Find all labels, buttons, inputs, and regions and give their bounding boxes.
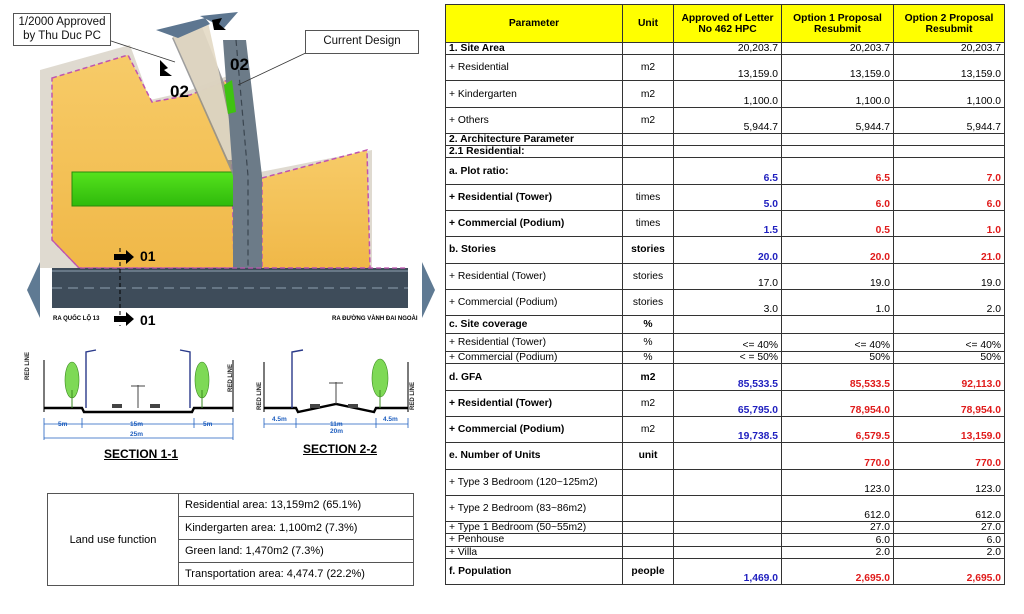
option-1-cell: 612.0	[782, 495, 894, 521]
option-1-cell: 2,695.0	[782, 558, 894, 584]
param-cell: + Kindergarten	[446, 81, 623, 107]
s1-red-line-left-label: RED LINE	[25, 351, 31, 380]
table-row	[446, 237, 1005, 263]
unit-cell: m2	[623, 364, 674, 390]
option-2-cell: 13,159.0	[894, 417, 1005, 443]
table-row	[446, 316, 1005, 334]
approved-cell	[674, 495, 782, 521]
param-cell: a. Plot ratio:	[446, 158, 623, 184]
land-use-residential: Residential area: 13,159m2 (65.1%)	[179, 494, 414, 517]
approved-cell: 5.0	[674, 184, 782, 210]
option-1-cell: 6,579.5	[782, 417, 894, 443]
table-row	[446, 211, 1005, 237]
unit-cell: unit	[623, 443, 674, 469]
param-cell: + Residential (Tower)	[446, 184, 623, 210]
table-row	[446, 534, 1005, 546]
section-2-2-title: SECTION 2-2	[303, 442, 378, 456]
s2-red-line-right-label: RED LINE	[410, 381, 416, 410]
approved-cell	[674, 134, 782, 146]
unit-cell	[623, 495, 674, 521]
unit-cell: m2	[623, 55, 674, 81]
s1-dim-total: 25m	[130, 431, 144, 438]
option-1-cell: 0.5	[782, 211, 894, 237]
option-2-cell	[894, 146, 1005, 158]
table-row	[446, 289, 1005, 315]
option-1-cell: 27.0	[782, 522, 894, 534]
unit-cell: %	[623, 352, 674, 364]
land-use-table	[47, 493, 414, 586]
param-cell: + Commercial (Podium)	[446, 417, 623, 443]
option-1-cell: 2.0	[782, 546, 894, 558]
section-1-1-title: SECTION 1-1	[104, 447, 179, 461]
s2-red-line-left-label: RED LINE	[257, 381, 263, 410]
unit-cell: stories	[623, 237, 674, 263]
unit-cell	[623, 43, 674, 55]
s2-dim-1: 4.5m	[272, 416, 287, 423]
approved-cell: < = 50%	[674, 352, 782, 364]
table-row	[446, 469, 1005, 495]
approved-cell: 85,533.5	[674, 364, 782, 390]
table-row	[446, 417, 1005, 443]
table-row	[446, 443, 1005, 469]
approved-cell: 20,203.7	[674, 43, 782, 55]
unit-cell: %	[623, 334, 674, 352]
param-cell: + Others	[446, 107, 623, 133]
option-1-cell: 78,954.0	[782, 390, 894, 416]
approved-cell: 17.0	[674, 263, 782, 289]
land-use-transportation: Transportation area: 4,474.7 (22.2%)	[179, 563, 414, 586]
header-approved: Approved of Letter No 462 HPC	[674, 5, 782, 43]
approved-cell: 3.0	[674, 289, 782, 315]
option-1-cell: 5,944.7	[782, 107, 894, 133]
road-label-left: RA QUỐC LỘ 13	[53, 316, 100, 322]
option-2-cell: 2.0	[894, 546, 1005, 558]
header-parameter: Parameter	[446, 5, 623, 43]
approved-cell	[674, 316, 782, 334]
table-row	[446, 390, 1005, 416]
option-1-cell: 1.0	[782, 289, 894, 315]
param-cell: + Type 2 Bedroom (83~86m2)	[446, 495, 623, 521]
unit-cell: stories	[623, 289, 674, 315]
approved-cell	[674, 546, 782, 558]
option-2-cell: 78,954.0	[894, 390, 1005, 416]
table-row	[446, 522, 1005, 534]
param-cell: + Commercial (Podium)	[446, 352, 623, 364]
unit-cell: stories	[623, 263, 674, 289]
param-cell: e. Number of Units	[446, 443, 623, 469]
unit-cell	[623, 546, 674, 558]
road-sections-drawing	[0, 0, 440, 470]
option-2-cell: 123.0	[894, 469, 1005, 495]
table-row	[446, 263, 1005, 289]
option-2-cell: 13,159.0	[894, 55, 1005, 81]
land-use-green: Green land: 1,470m2 (7.3%)	[179, 540, 414, 563]
param-cell: + Residential	[446, 55, 623, 81]
approved-cell	[674, 534, 782, 546]
option-1-cell: 50%	[782, 352, 894, 364]
unit-cell	[623, 146, 674, 158]
option-1-cell	[782, 316, 894, 334]
approved-cell: 1.5	[674, 211, 782, 237]
land-use-label: Land use function	[48, 494, 179, 586]
option-1-cell	[782, 146, 894, 158]
table-row	[446, 558, 1005, 584]
param-cell: + Commercial (Podium)	[446, 211, 623, 237]
s2-lamp-left	[292, 350, 303, 408]
land-use-kindergarten: Kindergarten area: 1,100m2 (7.3%)	[179, 517, 414, 540]
approved-cell: 5,944.7	[674, 107, 782, 133]
s1-lamp-right	[180, 350, 190, 408]
option-2-cell: 6.0	[894, 534, 1005, 546]
option-2-cell	[894, 316, 1005, 334]
table-row	[446, 364, 1005, 390]
table-row	[446, 184, 1005, 210]
s2-dim-3: 4.5m	[383, 416, 398, 423]
callout-approved-text: 1/2000 Approved by Thu Duc PC	[18, 16, 106, 42]
unit-cell: m2	[623, 390, 674, 416]
approved-cell: 1,100.0	[674, 81, 782, 107]
table-row	[446, 81, 1005, 107]
option-1-cell: 770.0	[782, 443, 894, 469]
option-2-cell: 6.0	[894, 184, 1005, 210]
option-1-cell: 6.5	[782, 158, 894, 184]
approved-cell	[674, 522, 782, 534]
param-cell: 2. Architecture Parameter	[446, 134, 623, 146]
param-cell: + Residential (Tower)	[446, 334, 623, 352]
table-row	[446, 55, 1005, 81]
s1-dim-3: 5m	[203, 421, 213, 428]
param-cell: + Type 3 Bedroom (120~125m2)	[446, 469, 623, 495]
param-cell: + Residential (Tower)	[446, 263, 623, 289]
param-cell: + Type 1 Bedroom (50~55m2)	[446, 522, 623, 534]
param-cell: + Residential (Tower)	[446, 390, 623, 416]
s2-car-left	[310, 404, 320, 408]
table-row	[446, 107, 1005, 133]
option-2-cell: 5,944.7	[894, 107, 1005, 133]
s1-car-left	[112, 404, 122, 408]
table-row	[446, 495, 1005, 521]
option-1-cell: 19.0	[782, 263, 894, 289]
approved-cell	[674, 146, 782, 158]
unit-cell: m2	[623, 81, 674, 107]
approved-cell: <= 40%	[674, 334, 782, 352]
option-2-cell: 27.0	[894, 522, 1005, 534]
param-cell: 1. Site Area	[446, 43, 623, 55]
approved-cell: 6.5	[674, 158, 782, 184]
s1-lamp-center	[131, 385, 145, 408]
parameter-table	[445, 4, 1005, 585]
table-row	[446, 146, 1005, 158]
table-row	[446, 334, 1005, 352]
section-02-label-right: 02	[230, 55, 249, 74]
param-cell: b. Stories	[446, 237, 623, 263]
s2-car-right	[348, 404, 358, 408]
option-2-cell: 1.0	[894, 211, 1005, 237]
section-02-label-left: 02	[170, 82, 189, 101]
option-2-cell	[894, 134, 1005, 146]
unit-cell	[623, 134, 674, 146]
option-2-cell: 2,695.0	[894, 558, 1005, 584]
unit-cell: m2	[623, 107, 674, 133]
s1-dim-2: 15m	[130, 421, 144, 428]
option-2-cell: 20,203.7	[894, 43, 1005, 55]
unit-cell	[623, 534, 674, 546]
option-2-cell: 770.0	[894, 443, 1005, 469]
approved-cell: 20.0	[674, 237, 782, 263]
approved-cell	[674, 469, 782, 495]
unit-cell	[623, 158, 674, 184]
table-row	[446, 134, 1005, 146]
option-1-cell	[782, 134, 894, 146]
approved-cell: 65,795.0	[674, 390, 782, 416]
land-use-row	[48, 494, 414, 517]
s1-lamp-left	[86, 350, 96, 408]
option-2-cell: 7.0	[894, 158, 1005, 184]
param-cell: + Penhouse	[446, 534, 623, 546]
param-cell: + Villa	[446, 546, 623, 558]
section-01-label-top: 01	[140, 248, 156, 264]
option-2-cell: 612.0	[894, 495, 1005, 521]
option-2-cell: 19.0	[894, 263, 1005, 289]
approved-cell	[674, 443, 782, 469]
table-row	[446, 43, 1005, 55]
road-label-right: RA ĐƯỜNG VÀNH ĐAI NGOÀI	[332, 316, 418, 322]
s2-lamp-center	[329, 382, 343, 404]
s2-ground-profile	[264, 404, 408, 412]
option-1-cell: 6.0	[782, 534, 894, 546]
option-2-cell: 2.0	[894, 289, 1005, 315]
approved-cell: 1,469.0	[674, 558, 782, 584]
s1-dim-1: 5m	[58, 421, 68, 428]
header-option-1: Option 1 Proposal Resubmit	[782, 5, 894, 43]
header-option-2: Option 2 Proposal Resubmit	[894, 5, 1005, 43]
option-1-cell: <= 40%	[782, 334, 894, 352]
table-row	[446, 352, 1005, 364]
unit-cell	[623, 469, 674, 495]
parameter-table-body	[446, 43, 1005, 585]
header-unit: Unit	[623, 5, 674, 43]
approved-cell: 19,738.5	[674, 417, 782, 443]
option-2-cell: 21.0	[894, 237, 1005, 263]
unit-cell: m2	[623, 417, 674, 443]
table-row	[446, 546, 1005, 558]
option-1-cell: 1,100.0	[782, 81, 894, 107]
option-1-cell: 85,533.5	[782, 364, 894, 390]
param-cell: c. Site coverage	[446, 316, 623, 334]
option-2-cell: 92,113.0	[894, 364, 1005, 390]
unit-cell: people	[623, 558, 674, 584]
s1-ground-profile	[44, 408, 233, 412]
unit-cell: times	[623, 211, 674, 237]
s2-dim-2: 11m	[330, 421, 343, 428]
param-cell: f. Population	[446, 558, 623, 584]
param-cell: + Commercial (Podium)	[446, 289, 623, 315]
option-1-cell: 123.0	[782, 469, 894, 495]
param-cell: 2.1 Residential:	[446, 146, 623, 158]
option-2-cell: 1,100.0	[894, 81, 1005, 107]
parameter-table-header	[446, 5, 1005, 43]
option-1-cell: 6.0	[782, 184, 894, 210]
unit-cell	[623, 522, 674, 534]
option-2-cell: <= 40%	[894, 334, 1005, 352]
approved-cell: 13,159.0	[674, 55, 782, 81]
s1-red-line-right-label: RED LINE	[228, 363, 234, 392]
section-01-label-bottom: 01	[140, 312, 156, 328]
unit-cell: %	[623, 316, 674, 334]
s2-dim-total: 20m	[330, 428, 344, 435]
option-1-cell: 13,159.0	[782, 55, 894, 81]
param-cell: d. GFA	[446, 364, 623, 390]
s1-car-right	[150, 404, 160, 408]
callout-current-text: Current Design	[323, 35, 401, 47]
unit-cell: times	[623, 184, 674, 210]
option-1-cell: 20,203.7	[782, 43, 894, 55]
table-row	[446, 158, 1005, 184]
option-1-cell: 20.0	[782, 237, 894, 263]
option-2-cell: 50%	[894, 352, 1005, 364]
